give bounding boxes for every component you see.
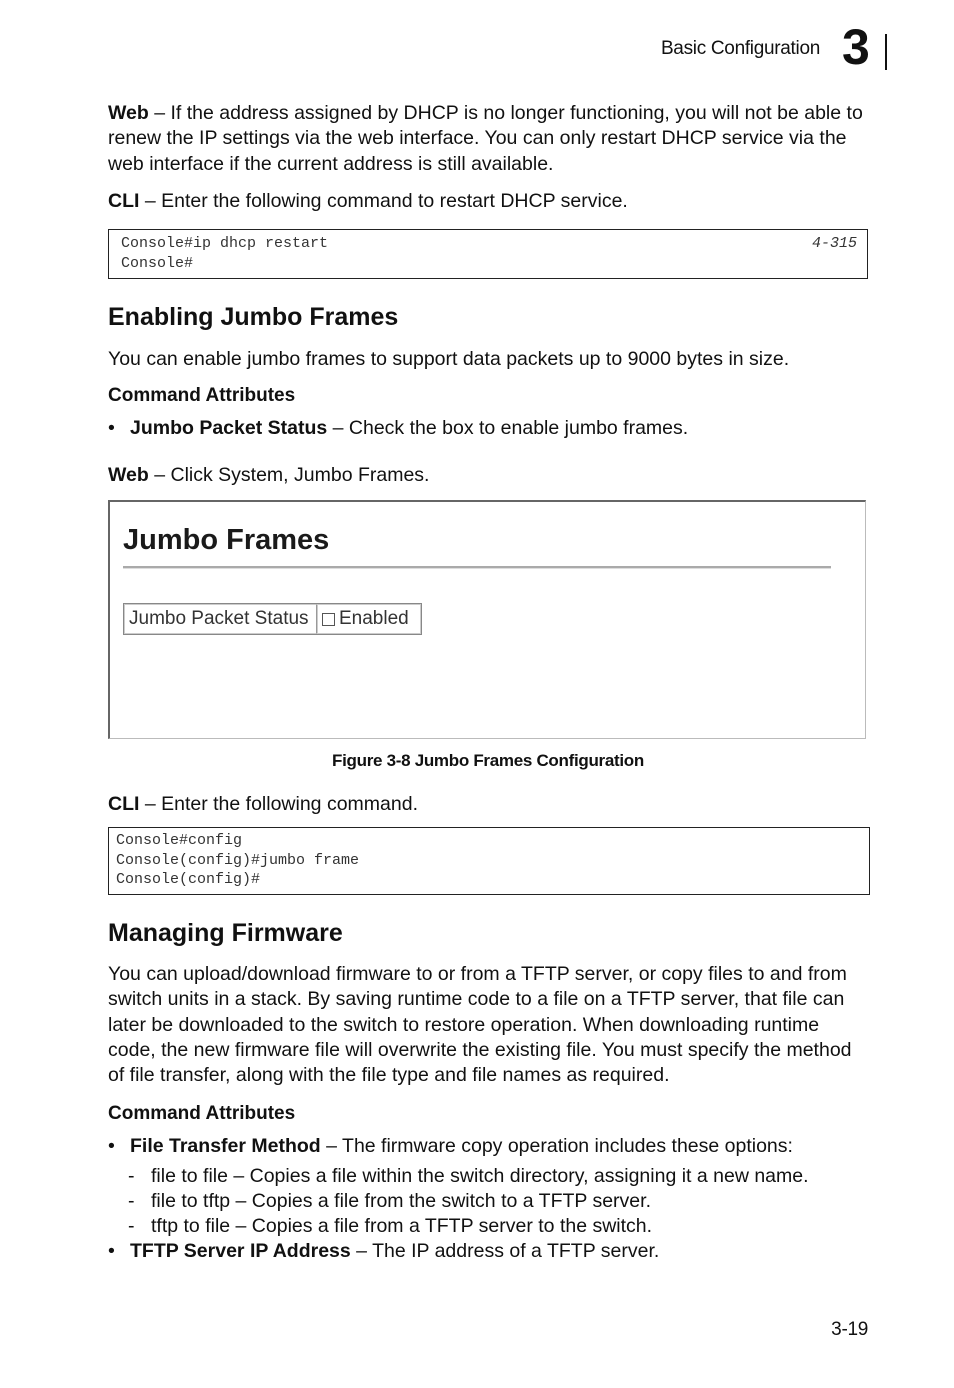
sub-dash: -: [128, 1190, 135, 1212]
bullet-text: – The firmware copy operation includes these options:: [320, 1135, 793, 1157]
web-jumbo-paragraph: [108, 463, 868, 488]
sub-item-text: file to file – Copies a file within the switch directory, assigning it a new name.: [151, 1165, 809, 1187]
sub-dash: -: [128, 1165, 135, 1187]
firmware-intro: You can upload/download firmware to or from a TFTP server, or copy files to and from switch units in a stack. By saving runtime code to a file on a TFTP server, that file can later be downloaded to the switch to restore operation. When downloading runtime code, the new firmware file will overwrite the existing file. You must specify the method of file transfer, along with the file type and file names as required.: [108, 963, 852, 1087]
jumbo-settings-table: [123, 603, 422, 635]
jumbo-frames-figure: [108, 500, 866, 739]
bullet-dot: •: [108, 417, 115, 439]
page-number: 3-19: [831, 1319, 868, 1340]
figure-title-divider: [123, 566, 831, 569]
sub-item-file-to-file: [128, 1164, 868, 1189]
command-reference: 4-315: [811, 235, 857, 252]
sub-item-text: file to tftp – Copies a file from the switch to a TFTP server.: [151, 1190, 651, 1212]
sub-item-text: tftp to file – Copies a file from a TFTP server to the switch.: [151, 1215, 653, 1237]
section-heading-jumbo-frames: Enabling Jumbo Frames: [108, 303, 399, 331]
bullet-file-transfer-method: [108, 1134, 868, 1159]
command-attributes-heading: Command Attributes: [108, 1103, 296, 1124]
code-block-jumbo-frame: [108, 827, 870, 895]
code-line: Console(config)#: [116, 871, 261, 888]
sub-item-file-to-tftp: [128, 1189, 868, 1214]
jumbo-packet-status-label: Jumbo Packet Status: [124, 604, 317, 634]
figure-page-title: Jumbo Frames: [123, 524, 330, 556]
code-block-dhcp-restart: [108, 229, 868, 279]
bullet-tftp-server-ip: [108, 1239, 868, 1264]
bullet-text: – The IP address of a TFTP server.: [350, 1240, 660, 1262]
cli-lead: CLI: [108, 190, 140, 212]
section-heading-managing-firmware: Managing Firmware: [108, 919, 343, 947]
bullet-term: Jumbo Packet Status: [130, 417, 328, 439]
running-header: Basic Configuration: [660, 38, 820, 59]
code-line: Console#config: [116, 832, 243, 849]
cli-dhcp-text: – Enter the following command to restart DHCP service.: [139, 190, 628, 212]
cli-lead: CLI: [108, 793, 140, 815]
cli-jumbo-text: – Enter the following command.: [139, 793, 418, 815]
web-dhcp-text: – If the address assigned by DHCP is no longer functioning, you will not be able to renew the IP settings via the web interface. You can only restart DHCP service via the web interface if the current address is still available.: [108, 102, 863, 175]
chapter-divider: [885, 34, 887, 70]
bullet-term: File Transfer Method: [130, 1135, 321, 1157]
jumbo-enabled-label: Enabled: [339, 608, 409, 629]
command-attributes-heading: Command Attributes: [108, 385, 296, 406]
web-lead: Web: [108, 102, 149, 124]
sub-item-tftp-to-file: [128, 1214, 868, 1239]
jumbo-intro: You can enable jumbo frames to support data packets up to 9000 bytes in size.: [108, 348, 790, 370]
code-line: Console#: [121, 254, 194, 272]
code-line: Console#ip dhcp restart: [121, 235, 329, 252]
figure-caption: Figure 3-8 Jumbo Frames Configuration: [332, 751, 644, 770]
code-line: Console(config)#jumbo frame: [116, 851, 360, 869]
bullet-jumbo-packet-status: [108, 416, 868, 441]
web-dhcp-paragraph: [108, 101, 868, 177]
bullet-dot: •: [108, 1240, 115, 1262]
web-lead: Web: [108, 464, 149, 486]
cli-jumbo-paragraph: [108, 792, 868, 817]
bullet-dot: •: [108, 1135, 115, 1157]
chapter-number: 3: [842, 19, 870, 75]
jumbo-enabled-cell: [317, 604, 421, 634]
sub-dash: -: [128, 1215, 135, 1237]
bullet-text: – Check the box to enable jumbo frames.: [327, 417, 689, 439]
jumbo-enabled-checkbox[interactable]: [322, 613, 335, 626]
bullet-term: TFTP Server IP Address: [130, 1240, 351, 1262]
web-jumbo-text: – Click System, Jumbo Frames.: [148, 464, 430, 486]
cli-dhcp-paragraph: [108, 189, 868, 214]
